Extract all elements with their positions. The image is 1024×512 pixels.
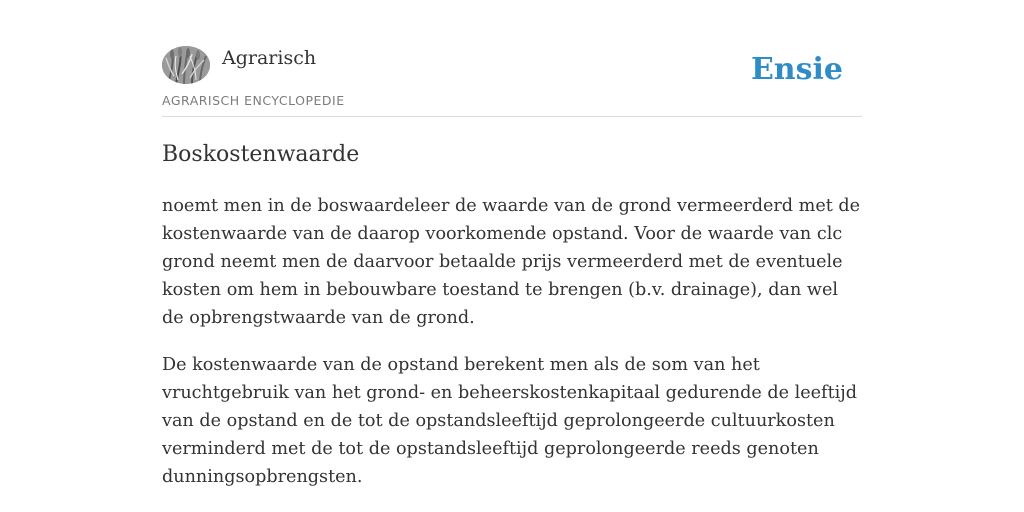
book-title-link[interactable]: Agrarisch	[222, 47, 317, 69]
ensie-logo-link[interactable]: Ensie	[750, 52, 843, 87]
wheat-grass-icon[interactable]	[162, 46, 210, 84]
article-title: Boskostenwaarde	[162, 142, 360, 167]
article-paragraph: De kostenwaarde van de opstand berekent men als de som van het vruchtgebruik van het grond- en beheerskostenkapitaal gedurende de leeftijd van de opstand en de tot de opstandsleeftijd geprolongeerde cultuurkosten verminderd met de tot de opstandsleeftijd geprolongeerde reeds genoten dunningsopbrengsten.	[162, 355, 857, 487]
book-subtitle: AGRARISCH ENCYCLOPEDIE	[162, 93, 345, 108]
article-paragraph: noemt men in de boswaardeleer de waarde van de grond vermeerderd met de kostenwaarde van de daarop voorkomende opstand. Voor de waarde van clc grond neemt men de daarvoor betaalde prijs vermeerderd met de eventuele kosten om hem in bebouwbare toestand te brengen (b.v. drainage), dan wel de opbrengstwaarde van de grond.	[162, 196, 861, 328]
header	[162, 46, 862, 117]
article-content	[162, 192, 862, 510]
